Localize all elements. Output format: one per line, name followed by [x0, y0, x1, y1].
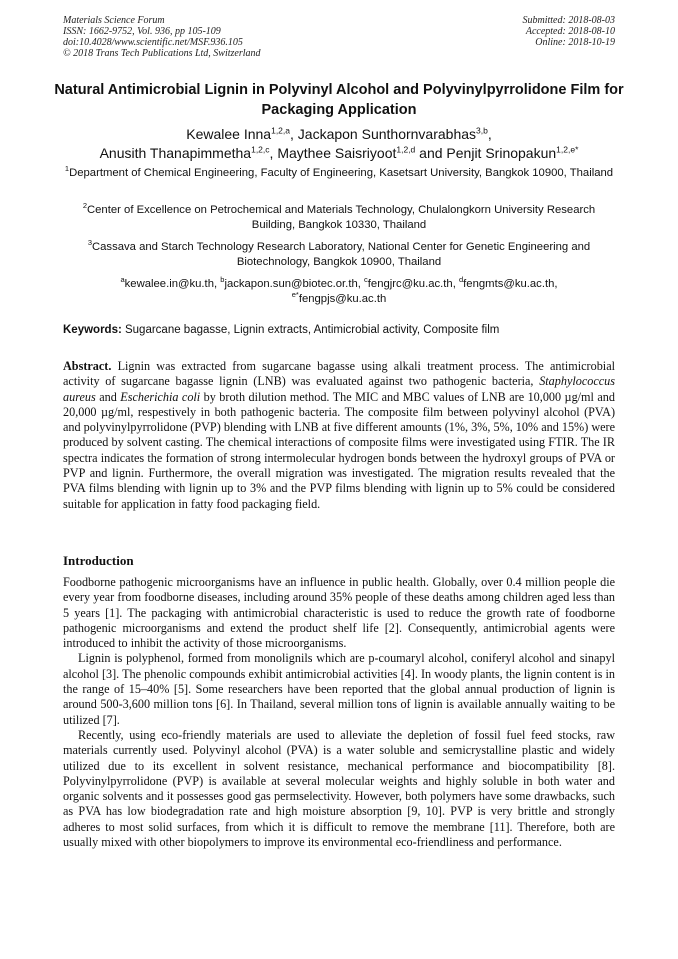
author-affil-sup: 1,2,a: [271, 125, 290, 136]
abstract-label: Abstract.: [63, 359, 112, 373]
author-affil-sup: 3,b: [476, 125, 488, 136]
author-separator: and: [415, 145, 447, 161]
affiliation-sup: 3: [87, 238, 92, 248]
abstract-text: Lignin was extracted from sugarcane bagasse using alkali treatment process. The antimicrobial activity of sugarcane bagasse lignin (LNB) was evaluated against two pathogenic bacteria,: [63, 359, 615, 389]
journal-copyright: © 2018 Trans Tech Publications Ltd, Switzerland: [63, 48, 261, 59]
author-name: Kewalee Inna: [186, 126, 272, 142]
affiliation-text: Center of Excellence on Petrochemical and Materials Technology, Chulalongkorn University Research Building, Bangkok 10330, Thailand: [86, 204, 596, 231]
dates-header: [523, 15, 616, 48]
author-affil-sup: 1,2,e*: [556, 144, 579, 155]
email-list: [60, 277, 618, 307]
online-date: Online: 2018-10-19: [535, 37, 615, 48]
submitted-date: Submitted: 2018-08-03: [522, 15, 615, 26]
introduction-body: [63, 575, 615, 850]
abstract-species: Staphylococcus aureus: [63, 374, 615, 404]
email-sup: a: [120, 275, 125, 285]
author-affil-sup: 1,2,d: [396, 144, 416, 155]
email-sup: b: [220, 275, 225, 285]
email-link[interactable]: jackapon.sun@biotec.or.th,: [224, 278, 365, 290]
affiliation-sup: 1: [64, 164, 70, 174]
abstract-text: and: [95, 389, 121, 404]
abstract-text: by broth dilution method. The MIC and MBC values of LNB are 10,000 µg/ml and 20,000 µg/ml, respestively in both pathogenic bacteria. The composite film between polyvinyl alcohol (PVA) and polyvinylpyrrolidone (PVP) blending with LNB at five different amounts (1%, 3%, 5%, 10% and 15%) were produced by solvent casting. The chemical interactions of composite films were investigated using FTIR. The IR spectra indicates the formation of strong intermolecular hydrogen bonds between the hydroxyl groups of PVA or PVP and lignin. Furthermore, the overall migration was investigated. The migration results revealed that the PVA films blending with lignin up to 3% and the PVP films blending with lignin up to 5% could be considered suitable for application in fatty food packaging field.: [63, 389, 615, 511]
journal-header: [63, 15, 261, 59]
email-link[interactable]: fengmts@ku.ac.th,: [463, 278, 558, 290]
accepted-date: Accepted: 2018-08-10: [525, 26, 615, 37]
affiliation-sup: 2: [82, 201, 87, 211]
section-heading-introduction: Introduction: [63, 553, 134, 568]
author: [100, 145, 278, 161]
abstract-species: Escherichia coli: [120, 389, 201, 404]
affiliation-3: [60, 240, 618, 270]
affiliation-text: Cassava and Starch Technology Research Laboratory, National Center for Genetic Engineering and Biotechnology, Bangkok 10900, Thailand: [91, 241, 591, 268]
affiliation-2: [60, 203, 618, 233]
author: [277, 145, 446, 161]
author-name: Anusith Thanapimmetha: [99, 145, 252, 161]
author-name: Penjit Srinopakun: [446, 145, 557, 161]
author-name: Jackapon Sunthornvarabhas: [297, 126, 477, 142]
email-link[interactable]: kewalee.in@ku.th,: [124, 278, 221, 290]
keywords-text: Sugarcane bagasse, Lignin extracts, Antimicrobial activity, Composite film: [121, 324, 500, 336]
author: [186, 126, 298, 142]
author: [446, 145, 578, 161]
email-link[interactable]: fengpjs@ku.ac.th: [298, 293, 387, 305]
keywords-label: Keywords:: [63, 324, 122, 336]
keywords: [63, 323, 615, 338]
author-list: [30, 125, 648, 163]
affiliation-1: [60, 166, 618, 181]
journal-issn: ISSN: 1662-9752, Vol. 936, pp 105-109: [63, 26, 221, 37]
author-separator: ,: [269, 145, 278, 161]
author-separator: ,: [487, 126, 492, 142]
author: [298, 126, 492, 142]
paragraph: Lignin is polyphenol, formed from monolignils which are p-coumaryl alcohol, coniferyl alcohol and sinapyl alcohol [3]. The phenolic compounds exhibit antimicrobial activities [4]. In woody plants, the lignin content is in the range of 15–40% [5]. Some researchers have been reported that the global annual production of lignin is around 500-3,600 million tons [6]. In Thailand, several million tons of lignin is available annually waiting to be utilized [7].: [63, 651, 615, 727]
journal-name: Materials Science Forum: [63, 15, 165, 26]
email-sup: c: [364, 275, 368, 285]
paragraph: Foodborne pathogenic microorganisms have an influence in public health. Globally, over 0.4 million people die every year from foodborne diseases, including around 35% people of these deaths among children aged less than 5 years [1]. The packaging with antimicrobial characteristic is used to reduce the growth rate of foodborne pathogenic microorganisms and extend the product shelf life [2]. Consequently, antimicrobial agents were introduced to inhibit the activity of those microorganisms.: [63, 575, 615, 651]
abstract: [63, 359, 615, 512]
journal-doi: doi:10.4028/www.scientific.net/MSF.936.105: [63, 37, 243, 48]
paragraph: Recently, using eco-friendly materials are used to alleviate the depletion of fossil fuel feed stocks, raw materials currently used. Polyvinyl alcohol (PVA) is a water soluble and semicrystalline plastic and widely utilized due to its excellent in solvent resistance, mechanical performance and biocompatibility [8]. Polyvinylpyrrolidone (PVP) is available at several molecular weights and highly soluble in both water and organic solvents and it possesses good gas permselectivity. However, both polymers have some drawbacks, such as PVA has low biodegradation rate and high moisture absorption [9, 10]. PVP is very brittle and strongly adheres to most solid surfaces, from which it is difficult to remove the membrane [11]. Therefore, both are usually mixed with other biopolymers to improve its environmental eco-friendliness and performance.: [63, 727, 615, 850]
author-separator: ,: [290, 126, 298, 142]
email-sup: e*: [291, 290, 299, 300]
affiliation-text: Department of Chemical Engineering, Faculty of Engineering, Kasetsart University, Bangkok 10900, Thailand: [69, 167, 614, 179]
paper-title: Natural Antimicrobial Lignin in Polyvinyl Alcohol and Polyvinylpyrrolidone Film for Packaging Application: [54, 82, 624, 118]
email-link[interactable]: fengjrc@ku.ac.th,: [367, 278, 459, 290]
author-affil-sup: 1,2,c: [251, 144, 270, 155]
author-name: Maythee Saisriyoot: [277, 145, 397, 161]
email-sup: d: [459, 275, 464, 285]
